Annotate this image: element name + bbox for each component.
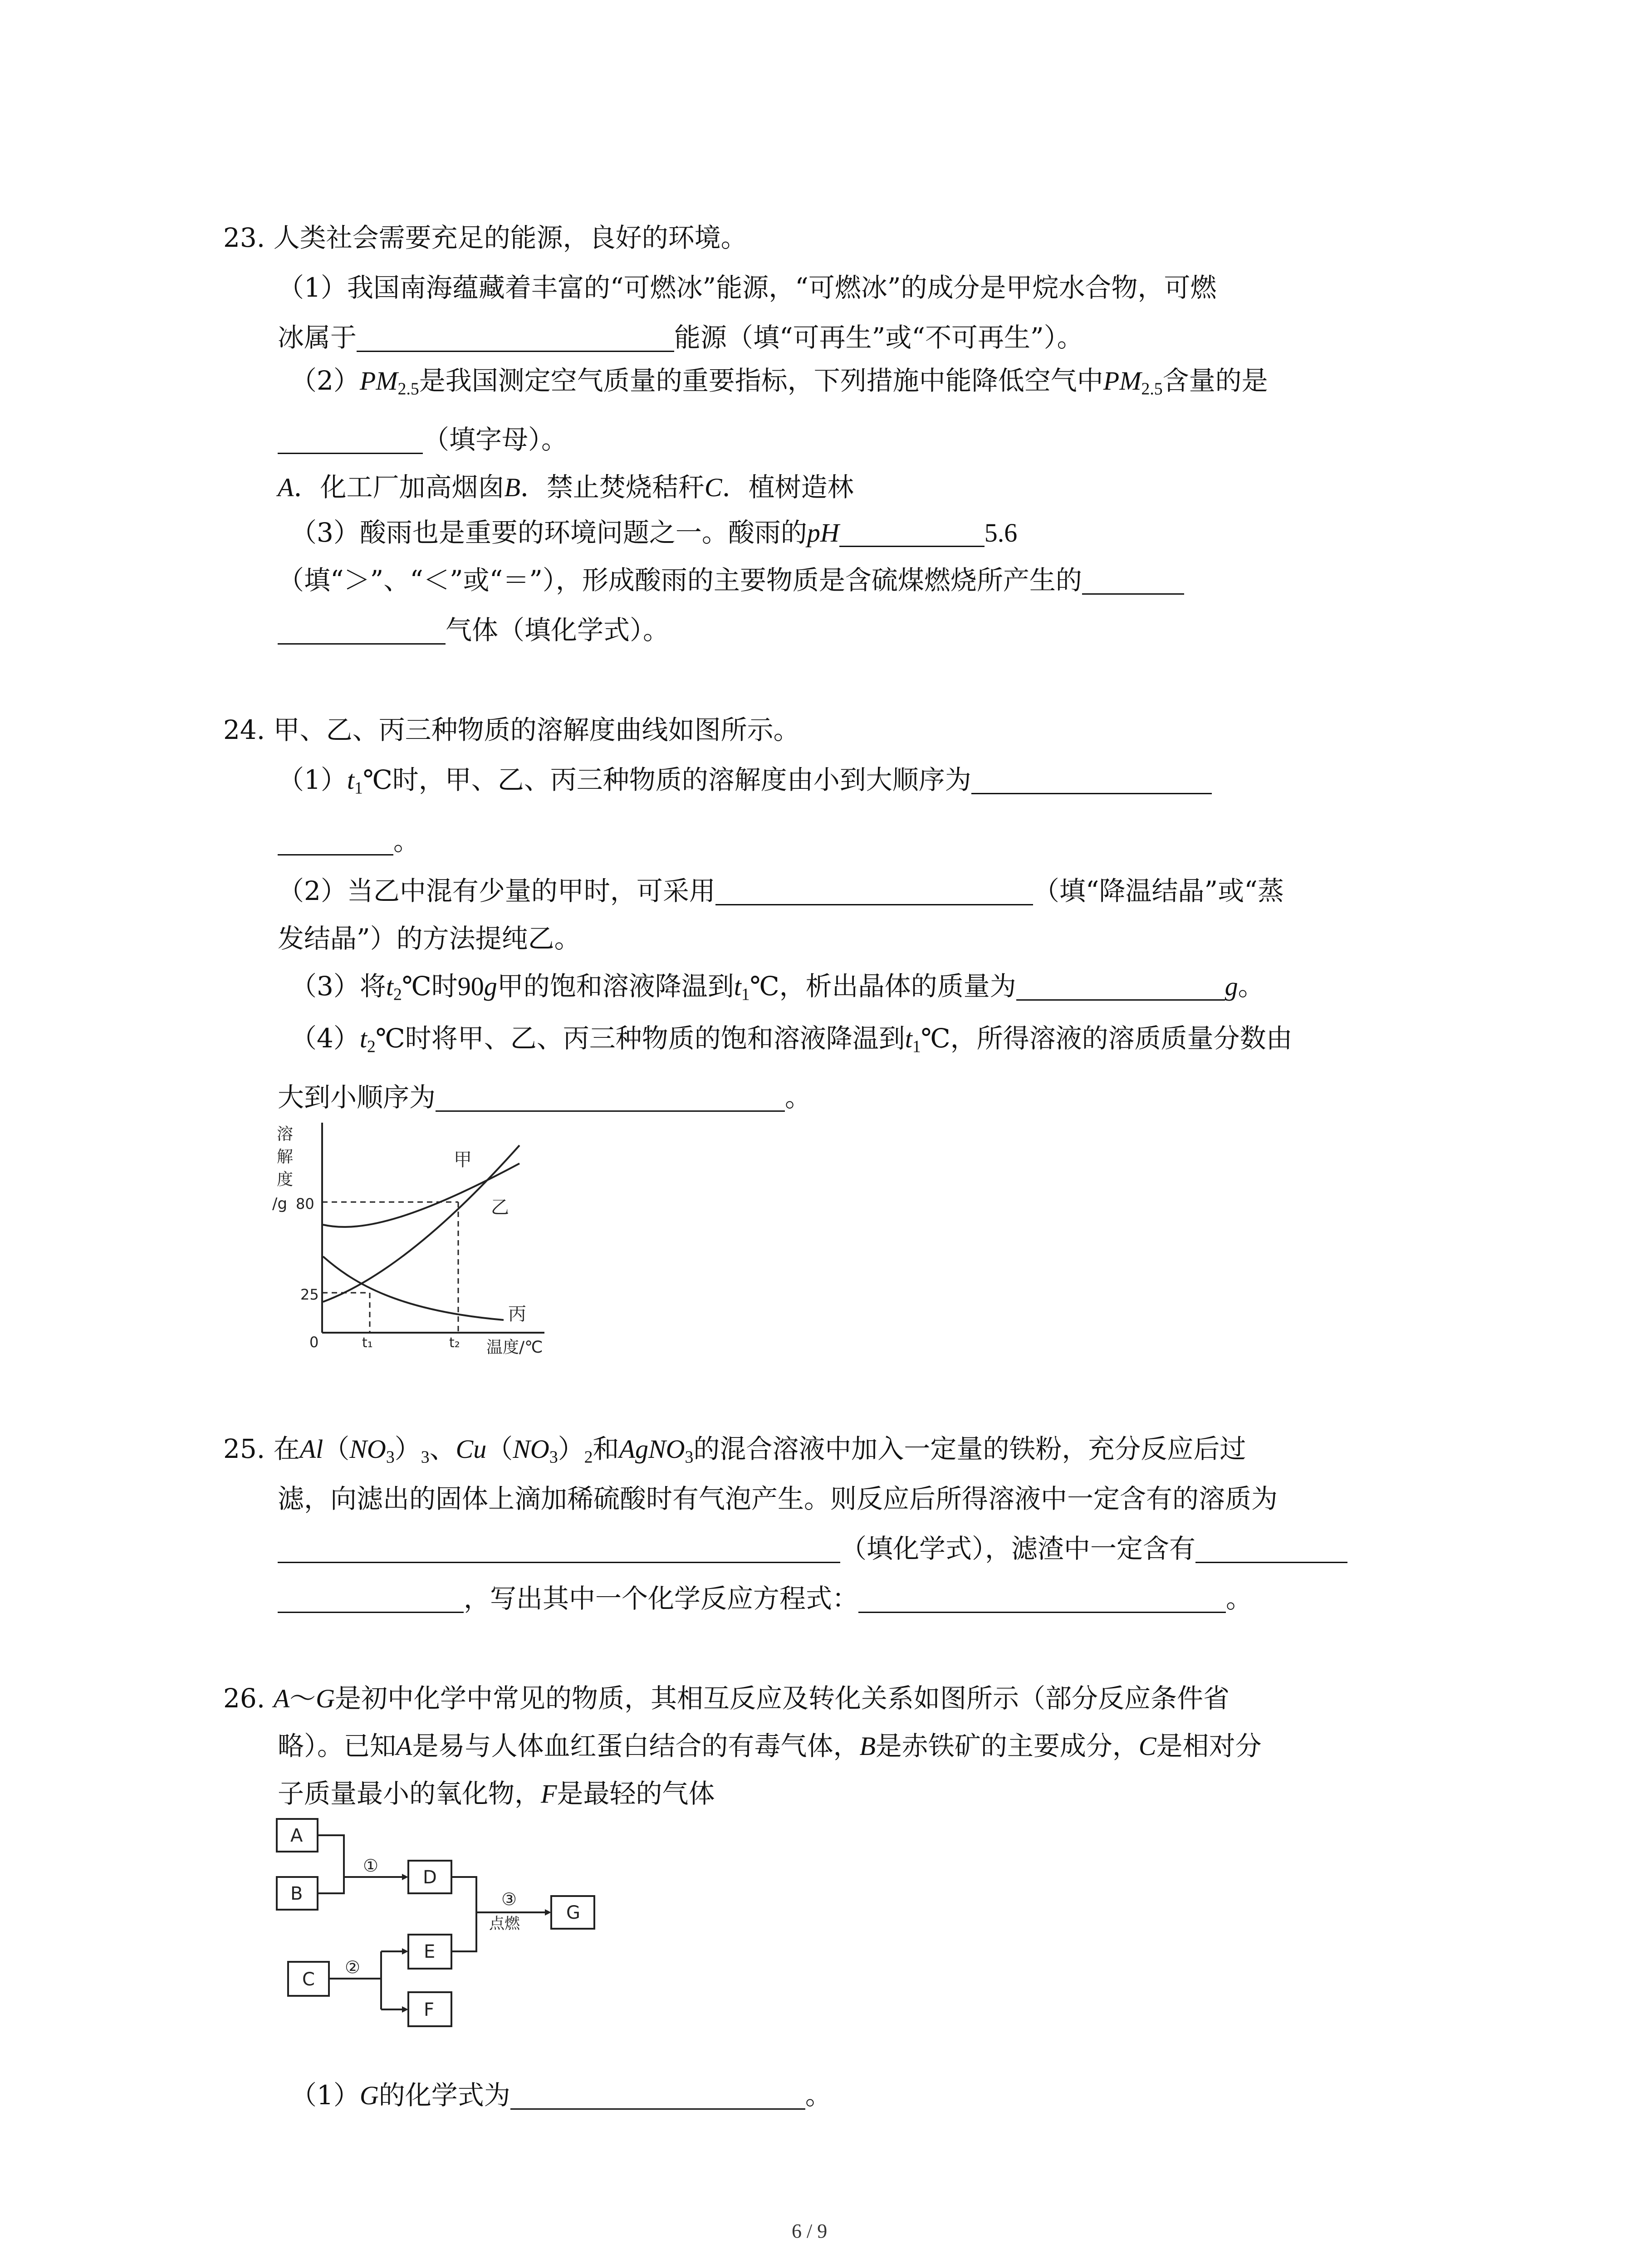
q25-answer-blank-2b[interactable] [278, 1587, 464, 1613]
q24-answer-blank-4[interactable] [436, 1085, 785, 1112]
x-tick-t2: t₂ [449, 1335, 460, 1351]
q23-part3-line2: （填“＞”、“＜”或“＝”），形成酸雨的主要物质是含硫煤燃烧所产生的 [278, 567, 1184, 595]
q25-line4: ，写出其中一个化学反应方程式： 。 [278, 1585, 1252, 1613]
q23-answer-blank-1[interactable] [357, 326, 674, 352]
x-tick-t1: t₁ [362, 1335, 373, 1351]
label-f: F [424, 1999, 435, 2020]
origin-label: 0 [309, 1334, 319, 1351]
q23-part2-line1: $(2)PM_{2.5}$是我国测定空气质量的重要指标，下列措施中能降低空气中$PM_{2.5}$含量的是 [290, 365, 1268, 399]
label-e: E [424, 1941, 436, 1962]
y-axis-label-3: 度 [277, 1170, 294, 1189]
q24-answer-blank-1b[interactable] [278, 829, 393, 855]
q23-answer-blank-4a[interactable] [1082, 568, 1184, 595]
q25-line1: 25. 在$Al(NO_3)_3$、$Cu(NO_3)_2$和AgNO$_3$的混合溶液中加入一定量的铁粉，充分反应后过 [223, 1433, 1246, 1467]
q24-answer-blank-2[interactable] [715, 879, 1033, 905]
curve-yi [323, 1163, 519, 1227]
y-tick-25: 25 [300, 1286, 319, 1303]
q24-part3: （3）将$t_2℃$时90g甲的饱和溶液降温到$t_1℃$，析出晶体的质量为 g。 [290, 971, 1264, 1004]
q26-answer-blank-1[interactable] [510, 2083, 805, 2110]
q24-part4-line2: 大到小顺序为 。 [278, 1082, 812, 1113]
q25-line2: 滤，向滤出的固体上滴加稀硫酸时有气泡产生。则反应后所得溶液中一定含有的溶质为 [278, 1483, 1278, 1514]
q25-answer-blank-1[interactable] [278, 1537, 840, 1563]
series-label-jia: 甲 [454, 1149, 472, 1170]
q24-stem: 24. 甲、乙、丙三种物质的溶解度曲线如图所示。 [223, 714, 800, 745]
solubility-curve-figure [272, 1120, 563, 1374]
y-axis-label-4: /g [272, 1195, 288, 1213]
label-g: G [566, 1902, 580, 1923]
q24-part1-line2: 。 [278, 828, 420, 855]
q23-part1-line2: 冰属于 能源（填“可再生”或“不可再生”）。 [278, 322, 1083, 353]
q23-part3-line1: （3）酸雨也是重要的环境问题之一。酸雨的pH 5.6 [290, 517, 1018, 548]
q25-answer-blank-3[interactable] [858, 1587, 1226, 1613]
q25-line3: （填化学式），滤渣中一定含有 [278, 1535, 1347, 1563]
q23-options: A．化工厂加高烟囱B．禁止焚烧秸秆C．植树造林 [278, 472, 854, 503]
curve-bing [323, 1256, 504, 1320]
label-b: B [290, 1883, 303, 1904]
q23-part2-line2: （填字母）。 [278, 426, 568, 454]
q24-part1-line1: $(1)t_1℃$时，甲、乙、丙三种物质的溶解度由小到大顺序为 [278, 767, 1212, 794]
series-label-yi: 乙 [491, 1197, 509, 1218]
q24-answer-blank-3[interactable] [1016, 974, 1225, 1001]
page-number: 6 / 9 [792, 2220, 828, 2242]
q23-answer-blank-2[interactable] [278, 428, 423, 454]
mark-2: ② [345, 1957, 361, 1977]
q23-stem: 23. 人类社会需要充足的能源，良好的环境。 [223, 222, 747, 253]
x-axis-label: 温度/℃ [486, 1338, 543, 1357]
reaction-network-diagram [272, 1810, 599, 2046]
condition-ignite: 点燃 [489, 1915, 520, 1933]
y-axis-label-1: 溶 [277, 1125, 294, 1144]
label-a: A [290, 1825, 303, 1846]
label-c: C [302, 1969, 315, 1990]
y-tick-80: 80 [296, 1195, 314, 1212]
q24-answer-blank-1a[interactable] [971, 768, 1212, 794]
q26-line1: 26. A～G是初中化学中常见的物质，其相互反应及转化关系如图所示（部分反应条件省 [223, 1683, 1230, 1714]
mark-3: ③ [501, 1889, 517, 1909]
q26-line3: 子质量最小的氧化物，F是最轻的气体 [278, 1778, 715, 1809]
mark-1: ① [363, 1856, 379, 1876]
q23-part3-line3: 气体（填化学式）。 [278, 617, 669, 645]
q23-part1-line1: （1）我国南海蕴藏着丰富的“可燃冰”能源，“可燃冰”的成分是甲烷水合物，可燃 [278, 272, 1217, 303]
q24-part2-line1: （2）当乙中混有少量的甲时，可采用 （填“降温结晶”或“蒸 [278, 875, 1284, 906]
label-d: D [423, 1867, 437, 1888]
q24-part4-line1: $(4)t_2℃$时将甲、乙、丙三种物质的饱和溶液降温到$t_1℃$，所得溶液的溶质质量分数由 [290, 1023, 1293, 1056]
q23-answer-blank-4b[interactable] [278, 618, 446, 645]
q26-line2: 略）。已知A是易与人体血红蛋白结合的有毒气体，B是赤铁矿的主要成分，C是相对分 [278, 1730, 1262, 1761]
q23-answer-blank-3[interactable] [839, 521, 985, 547]
q26-part1: （1）G的化学式为 。 [290, 2080, 832, 2111]
y-axis-label-2: 解 [277, 1148, 294, 1166]
q24-part2-line2: 发结晶”）的方法提纯乙。 [278, 923, 581, 954]
series-label-bing: 丙 [508, 1304, 526, 1325]
q25-answer-blank-2a[interactable] [1195, 1537, 1347, 1563]
